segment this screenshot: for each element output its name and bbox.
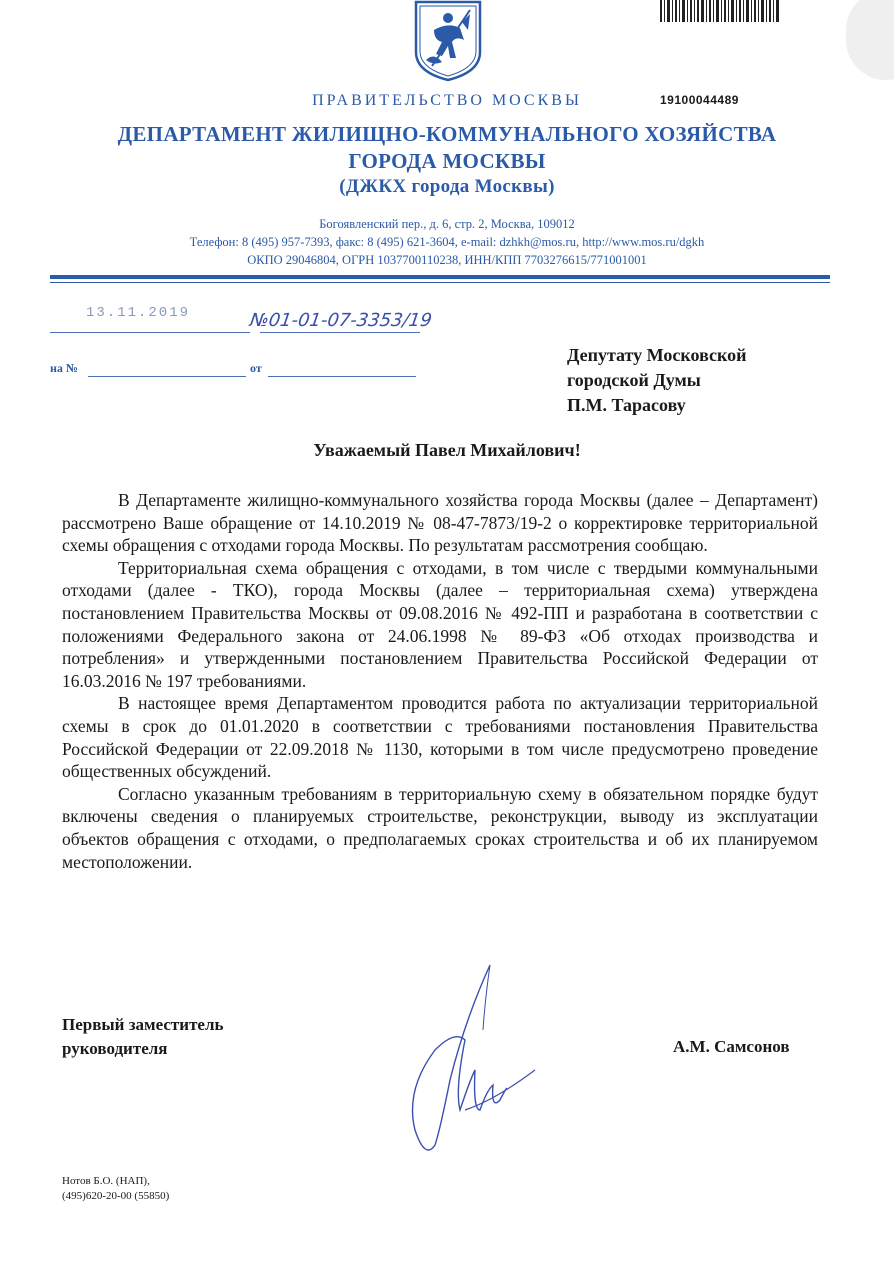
header-divider	[50, 275, 830, 279]
reference-number-line	[88, 375, 246, 377]
reference-date-label: от	[250, 361, 262, 375]
government-title: ПРАВИТЕЛЬСТВО МОСКВЫ	[312, 92, 582, 109]
department-short-name: (ДЖКХ города Москвы)	[339, 176, 555, 197]
body-paragraph: В Департаменте жилищно-коммунального хозяйства города Москвы (далее – Департамент) рассмотрено Ваше обращение от 14.10.2019 № 08-47-7873/19-2 о корректировке территориальной схемы обращения с отходами города Москвы. По результатам рассмотрения сообщаю.	[62, 490, 818, 556]
department-codes: ОКПО 29046804, ОГРН 1037700110238, ИНН/КПП 7703276615/771001001	[247, 253, 647, 267]
letter-body	[62, 489, 818, 873]
handwritten-signature	[395, 960, 545, 1160]
signer-position-line: руководителя	[62, 1039, 168, 1058]
barcode	[660, 0, 780, 22]
reference-number-label: на №	[50, 361, 78, 375]
department-title-line1: ДЕПАРТАМЕНТ ЖИЛИЩНО-КОММУНАЛЬНОГО ХОЗЯЙСТВА	[117, 122, 777, 146]
department-contacts: Телефон: 8 (495) 957-7393, факс: 8 (495) 621-3604, e-mail: dzhkh@mos.ru, http://www.mos.ru/dgkh	[189, 235, 705, 249]
addressee-line: городской Думы	[567, 370, 701, 390]
body-paragraph: В настоящее время Департаментом проводится работа по актуализации территориальной схемы в срок до 01.01.2020 в соответствии с требованиями постановления Правительства Российской Федерации от 22.09.2018 № 1130, которыми в том числе предусмотрено проведение общественных обсуждений.	[62, 693, 818, 782]
signer-position	[62, 1013, 224, 1061]
department-address: Богоявленский пер., д. 6, стр. 2, Москва, 109012	[319, 217, 575, 231]
addressee-line: Депутату Московской	[567, 345, 747, 365]
signer-name: А.М. Самсонов	[673, 1037, 790, 1056]
addressee-block	[567, 343, 747, 418]
executor-name: Нотов Б.О. (НАП),	[62, 1175, 150, 1187]
body-paragraph: Согласно указанным требованиям в территориальную схему в обязательном порядке будут включены сведения о планируемых строительстве, реконструкции, выводу из эксплуатации объектов обращения с отходами, о предполагаемых сроках строительства и об их планируемом местоположении.	[62, 783, 818, 872]
registration-number-line	[260, 331, 420, 333]
header-divider-thin	[50, 282, 830, 283]
corner-shadow	[846, 0, 894, 80]
department-title-line2: ГОРОДА МОСКВЫ	[348, 149, 546, 173]
signer-position-line: Первый заместитель	[62, 1015, 224, 1034]
barcode-number: 19100044489	[660, 93, 739, 107]
registration-date-stamp: 13.11.2019	[86, 305, 191, 321]
registration-number: №01-01-07-3353/19	[248, 310, 434, 331]
reference-date-line	[268, 375, 416, 377]
addressee-line: П.М. Тарасову	[567, 395, 686, 415]
registration-date-line	[50, 331, 250, 333]
executor-info	[62, 1174, 169, 1204]
body-paragraph: Территориальная схема обращения с отходами, в том числе с твердыми коммунальными отходами (далее - ТКО), города Москвы (далее – территориальная схема) утверждена постановлением Правительства Москвы от 09.08.2016 № 492-ПП и разработана в соответствии с положениями Федерального закона от 24.06.1998 № 89-ФЗ «Об отходах производства и потребления» и утвержденными постановлением Правительства Российской Федерации от 16.03.2016 № 197 требованиями.	[62, 557, 818, 691]
executor-phone: (495)620-20-00 (55850)	[62, 1190, 170, 1202]
greeting: Уважаемый Павел Михайлович!	[313, 440, 581, 460]
moscow-coat-of-arms-icon	[412, 0, 484, 82]
